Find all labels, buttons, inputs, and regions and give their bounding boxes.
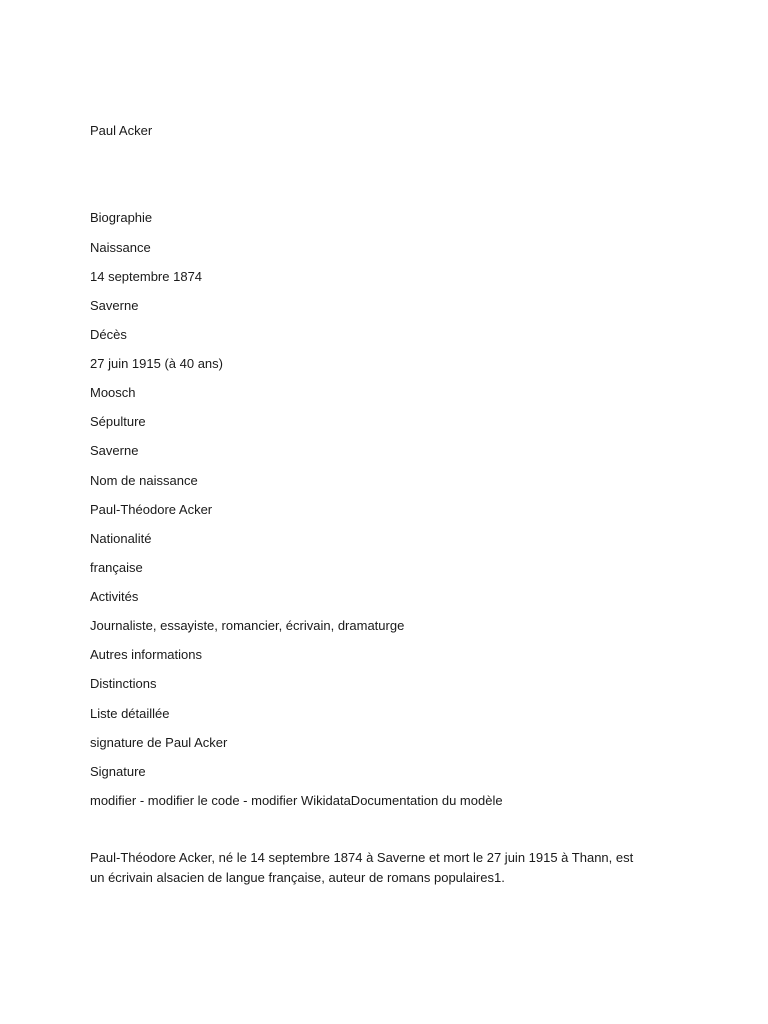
infobox-label-nationalite: Nationalité: [90, 531, 152, 546]
infobox-value-nationality: française: [90, 560, 143, 575]
infobox-label-deces: Décès: [90, 327, 127, 342]
infobox-value-death-place: Moosch: [90, 385, 136, 400]
infobox-value-distinctions: Liste détaillée: [90, 706, 170, 721]
infobox-label-distinctions: Distinctions: [90, 676, 157, 691]
infobox-label-naissance: Naissance: [90, 240, 151, 255]
infobox-label-sepulture: Sépulture: [90, 414, 146, 429]
infobox-value-activities: Journaliste, essayiste, romancier, écrivain, dramaturge: [90, 618, 405, 633]
document-title: Paul Acker: [90, 123, 153, 138]
intro-paragraph: Paul-Théodore Acker, né le 14 septembre 1874 à Saverne et mort le 27 juin 1915 à Thann, est un écrivain alsacien de langue française, auteur de romans populaires1.: [90, 850, 634, 885]
infobox-label-activites: Activités: [90, 589, 139, 604]
infobox-value-death-date: 27 juin 1915 (à 40 ans): [90, 356, 223, 371]
infobox-value-burial-place: Saverne: [90, 443, 139, 458]
infobox-heading-autres-informations: Autres informations: [90, 647, 202, 662]
infobox-value-birth-place: Saverne: [90, 298, 139, 313]
signature-image-caption: signature de Paul Acker: [90, 735, 228, 750]
infobox-value-birth-name: Paul-Théodore Acker: [90, 502, 213, 517]
infobox-label-nom-de-naissance: Nom de naissance: [90, 473, 198, 488]
infobox-heading-biographie: Biographie: [90, 210, 153, 225]
infobox-edit-links: modifier - modifier le code - modifier WikidataDocumentation du modèle: [90, 793, 503, 808]
infobox-value-birth-date: 14 septembre 1874: [90, 269, 203, 284]
infobox-label-signature: Signature: [90, 764, 146, 779]
